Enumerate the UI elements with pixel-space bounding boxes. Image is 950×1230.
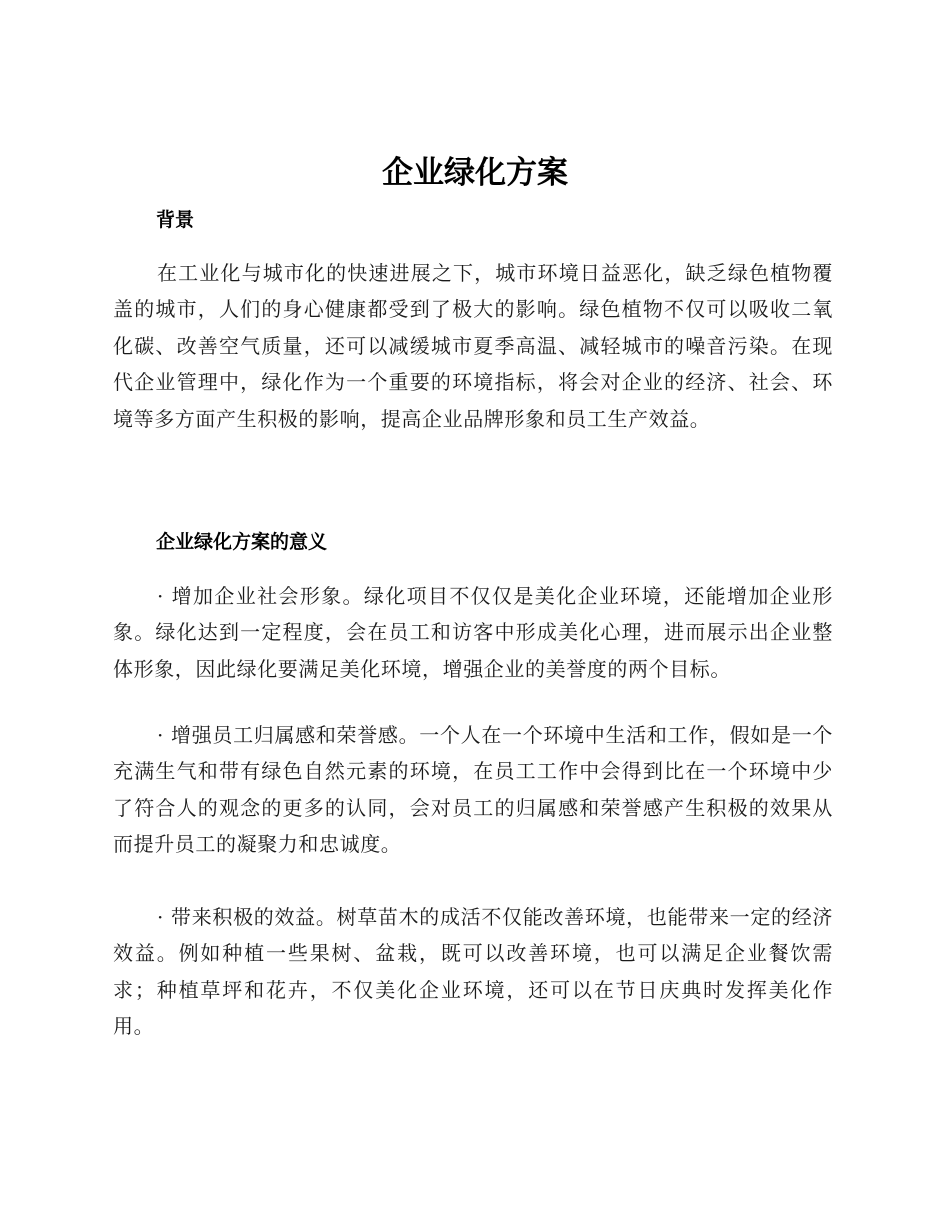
bullet-paragraph-benefits: · 带来积极的效益。树草苗木的成活不仅能改善环境，也能带来一定的经济效益。例如种植一些果树、盆栽，既可以改善环境，也可以满足企业餐饮需求；种植草坪和花卉，不仅美化企业环境，还可以在节日庆典时发挥美化作用。 (113, 905, 833, 1039)
document-title: 企业绿化方案 (382, 155, 568, 191)
paragraph-background: 在工业化与城市化的快速进展之下，城市环境日益恶化，缺乏绿色植物覆盖的城市，人们的身心健康都受到了极大的影响。绿色植物不仅可以吸收二氧化碳、改善空气质量，还可以减缓城市夏季高温、减轻城市的噪音污染。在现代企业管理中，绿化作为一个重要的环境指标，将会对企业的经济、社会、环境等多方面产生积极的影响，提高企业品牌形象和员工生产效益。 (113, 261, 833, 431)
bullet-paragraph-belonging: · 增强员工归属感和荣誉感。一个人在一个环境中生活和工作，假如是一个充满生气和带有绿色自然元素的环境，在员工工作中会得到比在一个环境中少了符合人的观念的更多的认同，会对员工的归属感和荣誉感产生积极的效果从而提升员工的凝聚力和忠诚度。 (113, 723, 833, 857)
section-heading-background: 背景 (156, 209, 195, 231)
bullet-paragraph-social-image: · 增加企业社会形象。绿化项目不仅仅是美化企业环境，还能增加企业形象。绿化达到一定程度，会在员工和访客中形成美化心理，进而展示出企业整体形象，因此绿化要满足美化环境，增强企业的美誉度的两个目标。 (113, 584, 833, 681)
section-heading-significance: 企业绿化方案的意义 (156, 531, 328, 553)
